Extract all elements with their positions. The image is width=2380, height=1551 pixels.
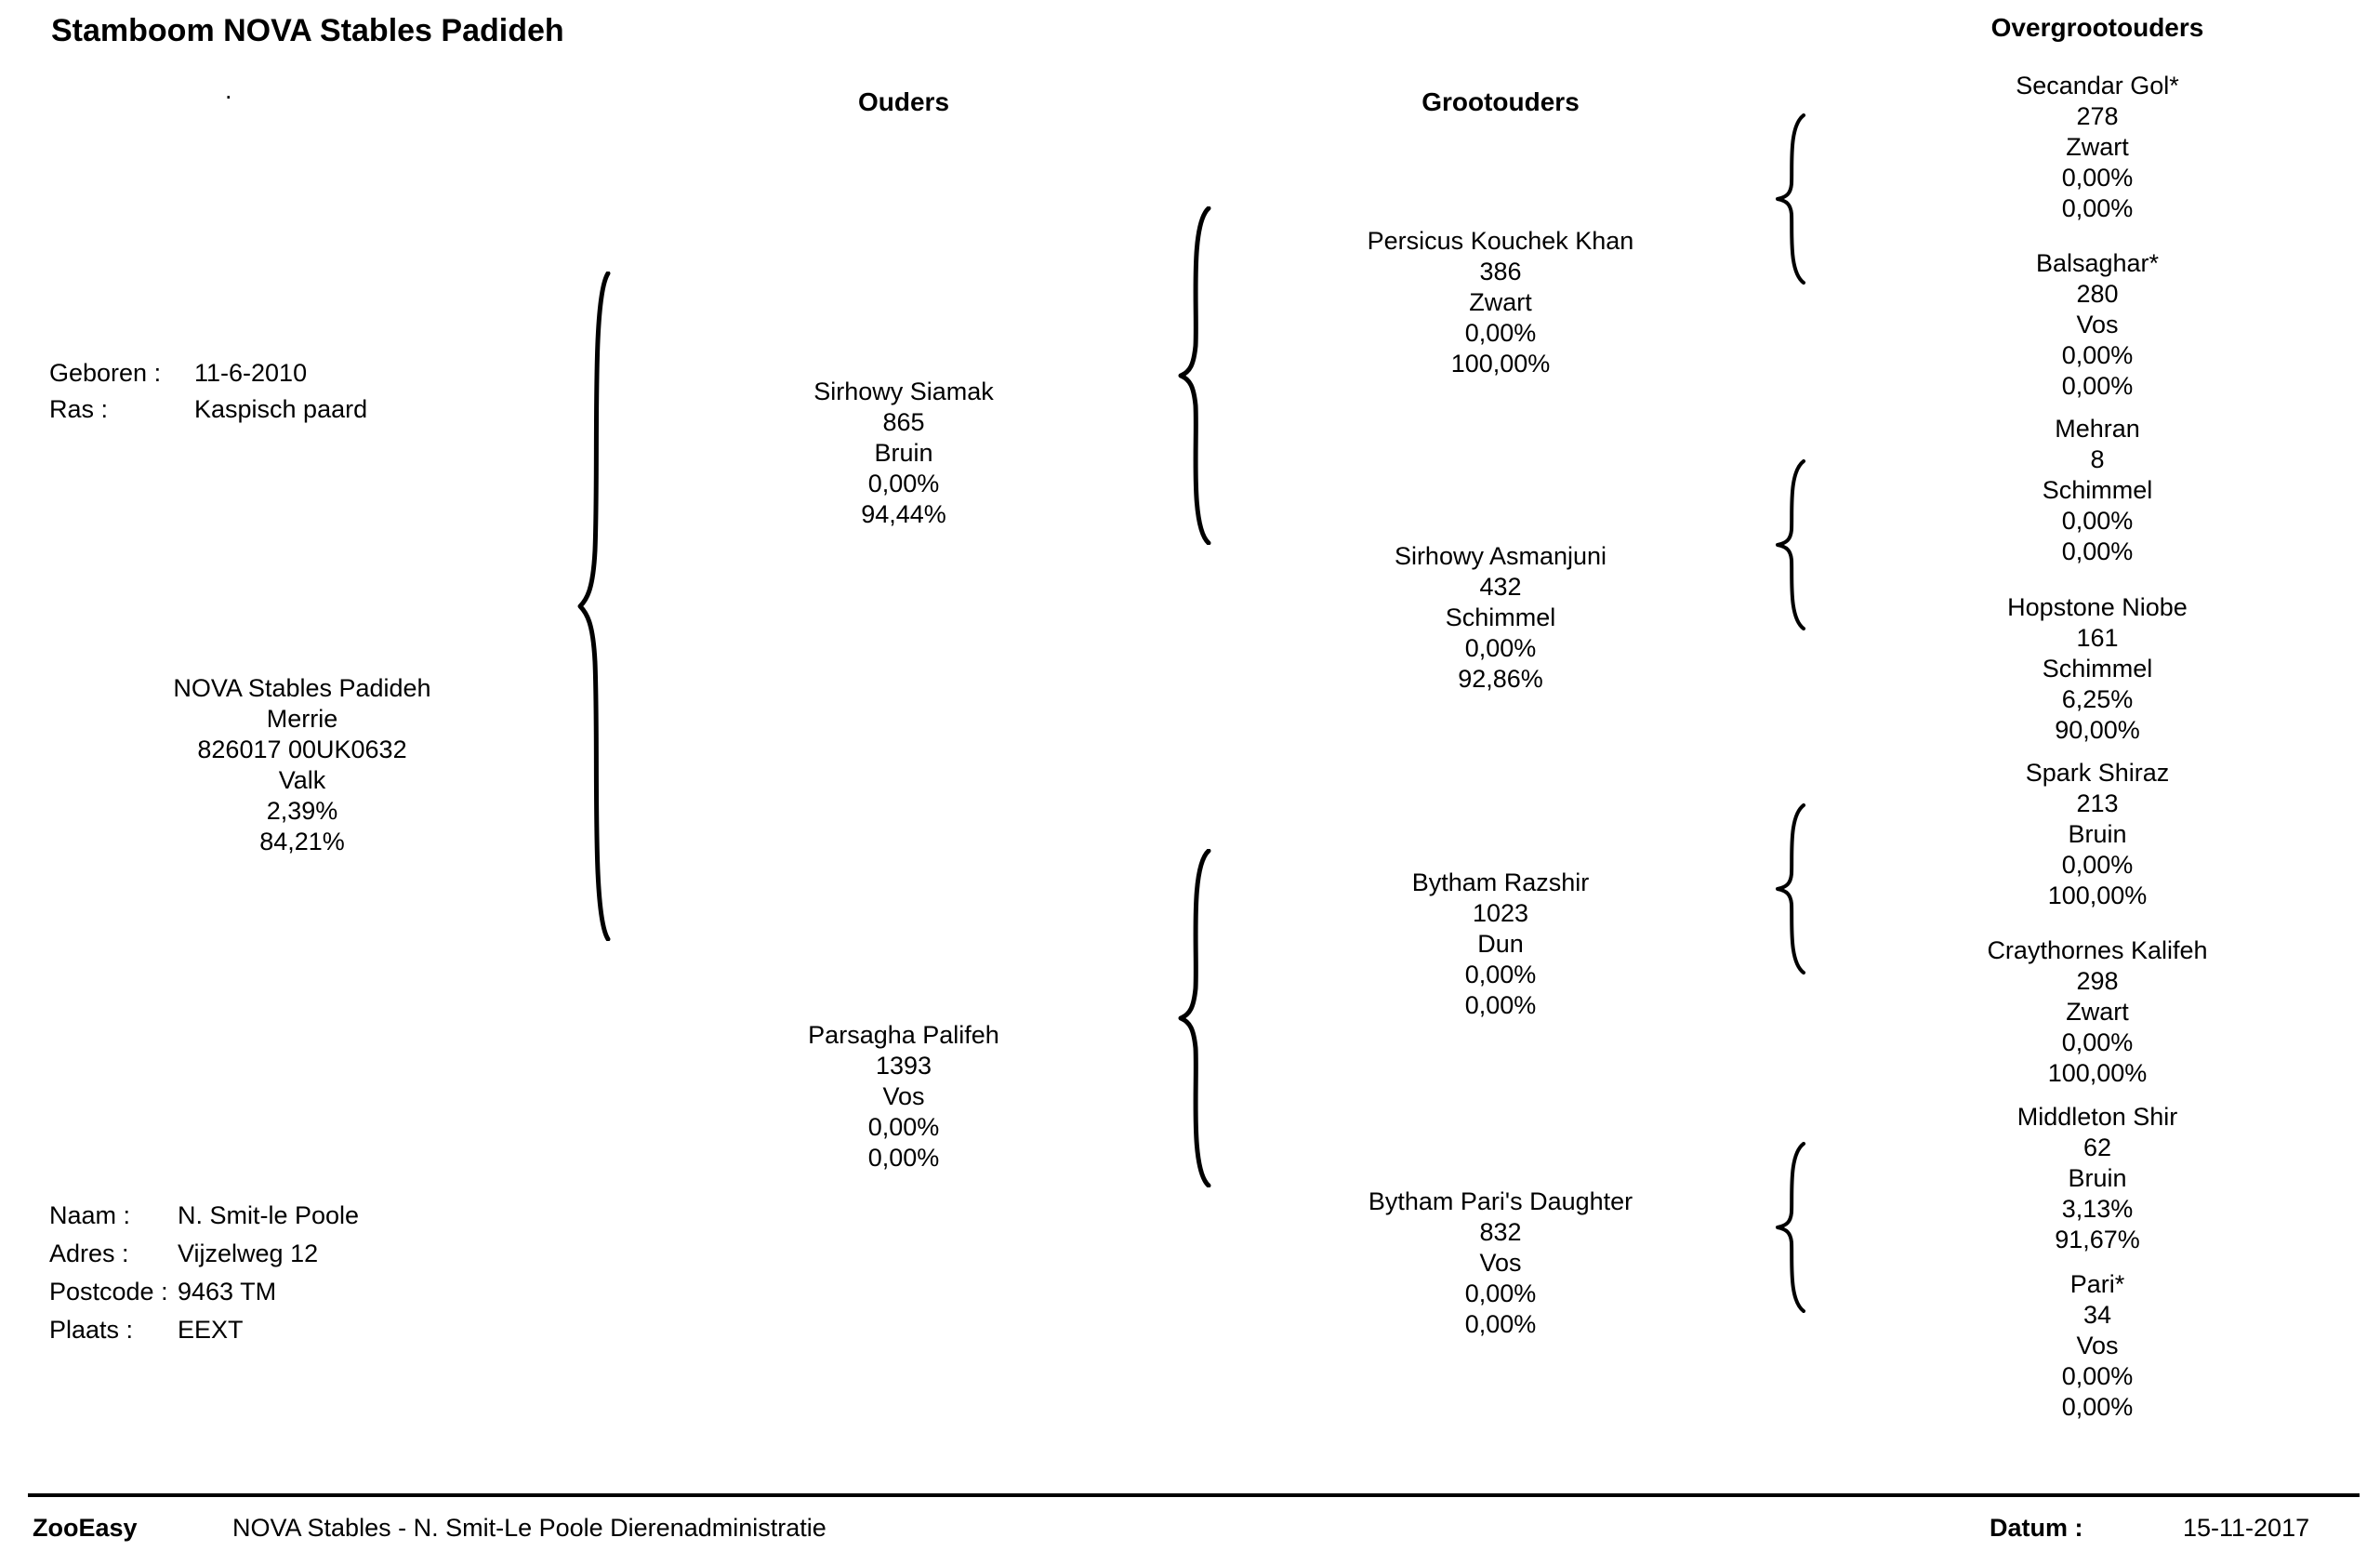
animal-number: 298 — [2076, 967, 2119, 995]
animal-pct1: 0,00% — [1464, 319, 1537, 347]
owner-city-label: Plaats : — [49, 1316, 134, 1344]
animal-number: 213 — [2076, 789, 2119, 817]
owner-postcode-row — [49, 1278, 514, 1308]
great-grandparent-card — [1837, 1269, 2358, 1423]
brace-grandparent-1 — [1766, 113, 1813, 285]
animal-number: 865 — [882, 408, 925, 436]
animal-name: Parsagha Palifeh — [808, 1021, 999, 1049]
parent-card — [643, 1020, 1164, 1173]
animal-pct1: 0,00% — [867, 470, 940, 497]
great-grandparent-card — [1837, 592, 2358, 746]
header-parents: Ouders — [857, 87, 950, 116]
owner-name-label: Naam : — [49, 1201, 131, 1229]
breed-label: Ras : — [49, 395, 109, 423]
header-grandparents: Grootouders — [1421, 87, 1580, 116]
owner-city-value: EEXT — [178, 1316, 244, 1344]
owner-postcode-value: 9463 TM — [178, 1278, 277, 1306]
animal-color: Vos — [882, 1082, 925, 1110]
grandparent-card — [1240, 1186, 1761, 1340]
grandparent-card — [1240, 226, 1761, 379]
subject-animal — [42, 673, 562, 857]
animal-pct2: 0,00% — [1464, 991, 1537, 1019]
great-grandparent-card — [1837, 758, 2358, 911]
animal-name: Middleton Shir — [2016, 1103, 2178, 1131]
animal-pct2: 100,00% — [1450, 350, 1551, 378]
owner-address-row — [49, 1239, 514, 1270]
animal-pct1: 3,13% — [2061, 1195, 2134, 1223]
brace-grandparent-4 — [1766, 1142, 1813, 1313]
animal-color: Zwart — [1469, 288, 1532, 316]
great-grandparent-card — [1837, 414, 2358, 567]
animal-name: Sirhowy Asmanjuni — [1394, 542, 1607, 570]
animal-name: Sirhowy Siamak — [813, 378, 994, 405]
breed-value: Kaspisch paard — [194, 395, 368, 423]
animal-pct2: 0,00% — [2061, 194, 2134, 222]
owner-address-value: Vijzelweg 12 — [178, 1239, 319, 1267]
animal-name: Bytham Razshir — [1411, 868, 1590, 896]
animal-name: Bytham Pari's Daughter — [1368, 1187, 1633, 1215]
animal-pct2: 0,00% — [867, 1144, 940, 1172]
footer-date-label: Datum : — [1990, 1514, 2083, 1542]
animal-pct1: 0,00% — [2061, 1362, 2134, 1390]
animal-pct1: 0,00% — [2061, 341, 2134, 369]
subject-id: 826017 00UK0632 — [197, 736, 407, 763]
animal-pct1: 0,00% — [1464, 961, 1537, 988]
animal-pct1: 0,00% — [2061, 851, 2134, 879]
animal-number: 161 — [2076, 624, 2119, 652]
animal-number: 280 — [2076, 280, 2119, 308]
footer-divider — [28, 1493, 2360, 1497]
footer-organization: NOVA Stables - N. Smit-Le Poole Dierenadministratie — [232, 1514, 826, 1542]
born-label: Geboren : — [49, 359, 162, 387]
animal-pct2: 94,44% — [861, 500, 946, 528]
animal-pct1: 0,00% — [1464, 1279, 1537, 1307]
animal-number: 8 — [2090, 445, 2105, 473]
animal-pct2: 100,00% — [2047, 882, 2148, 909]
born-value: 11-6-2010 — [194, 359, 308, 387]
parent-card — [643, 377, 1164, 530]
brace-grandparent-2 — [1766, 459, 1813, 630]
animal-color: Dun — [1477, 930, 1524, 958]
subject-name: NOVA Stables Padideh — [173, 674, 431, 702]
grandparent-card — [1240, 868, 1761, 1021]
animal-color: Bruin — [2068, 820, 2127, 848]
animal-color: Bruin — [874, 439, 933, 467]
animal-number: 1393 — [875, 1052, 932, 1080]
great-grandparent-card — [1837, 71, 2358, 224]
animal-name: Hopstone Niobe — [2007, 593, 2188, 621]
animal-pct2: 0,00% — [2061, 537, 2134, 565]
subject-pct1: 2,39% — [266, 797, 338, 825]
dot-mark: . — [225, 76, 232, 104]
animal-number: 34 — [2082, 1301, 2112, 1329]
animal-pct1: 6,25% — [2061, 685, 2134, 713]
grandparent-card — [1240, 541, 1761, 695]
animal-number: 832 — [1479, 1218, 1522, 1246]
footer-date-value: 15-11-2017 — [2183, 1514, 2310, 1542]
owner-address-label: Adres : — [49, 1239, 129, 1267]
animal-pct2: 91,67% — [2055, 1226, 2140, 1253]
animal-pct1: 0,00% — [867, 1113, 940, 1141]
animal-color: Bruin — [2068, 1164, 2127, 1192]
animal-name: Persicus Kouchek Khan — [1367, 227, 1634, 255]
animal-pct1: 0,00% — [1464, 634, 1537, 662]
animal-pct1: 0,00% — [2061, 1028, 2134, 1056]
animal-color: Vos — [1479, 1249, 1522, 1277]
animal-color: Zwart — [2066, 133, 2129, 161]
animal-pct1: 0,00% — [2061, 164, 2134, 192]
animal-pct2: 100,00% — [2047, 1059, 2148, 1087]
animal-color: Schimmel — [2042, 655, 2153, 683]
animal-name: Secandar Gol* — [2016, 72, 2179, 99]
breed-row — [49, 395, 421, 426]
owner-name-row — [49, 1201, 514, 1232]
page-title: Stamboom NOVA Stables Padideh — [51, 13, 564, 48]
animal-name: Craythornes Kalifeh — [1987, 936, 2208, 964]
animal-pct2: 92,86% — [1458, 665, 1543, 693]
animal-number: 62 — [2082, 1133, 2112, 1161]
animal-name: Mehran — [2055, 415, 2140, 443]
animal-name: Pari* — [2069, 1270, 2125, 1298]
great-grandparent-card — [1837, 248, 2358, 402]
animal-pct2: 0,00% — [2061, 1393, 2134, 1421]
animal-color: Vos — [2076, 1332, 2119, 1359]
brace-subject — [558, 272, 614, 941]
animal-pct2: 90,00% — [2055, 716, 2140, 744]
animal-color: Vos — [2076, 311, 2119, 338]
animal-color: Schimmel — [1445, 603, 1556, 631]
animal-name: Balsaghar* — [2035, 249, 2160, 277]
animal-number: 432 — [1479, 573, 1522, 601]
owner-postcode-label: Postcode : — [49, 1278, 168, 1306]
animal-number: 386 — [1479, 258, 1522, 285]
brace-parent-2 — [1171, 849, 1218, 1187]
subject-sex: Merrie — [266, 705, 338, 733]
brace-parent-1 — [1171, 206, 1218, 545]
animal-name: Spark Shiraz — [2025, 759, 2170, 787]
subject-color: Valk — [278, 766, 326, 794]
great-grandparent-card — [1837, 1102, 2358, 1255]
owner-name-value: N. Smit-le Poole — [178, 1201, 360, 1229]
footer-brand: ZooEasy — [33, 1514, 138, 1542]
header-great-grandparents: Overgrootouders — [1990, 13, 2204, 42]
born-row — [49, 359, 421, 390]
animal-number: 278 — [2076, 102, 2119, 130]
brace-grandparent-3 — [1766, 803, 1813, 974]
animal-color: Zwart — [2066, 998, 2129, 1026]
animal-pct2: 0,00% — [1464, 1310, 1537, 1338]
animal-color: Schimmel — [2042, 476, 2153, 504]
owner-city-row — [49, 1316, 514, 1346]
animal-pct1: 0,00% — [2061, 507, 2134, 535]
animal-number: 1023 — [1472, 899, 1529, 927]
subject-pct2: 84,21% — [259, 828, 345, 855]
animal-pct2: 0,00% — [2061, 372, 2134, 400]
great-grandparent-card — [1837, 935, 2358, 1089]
